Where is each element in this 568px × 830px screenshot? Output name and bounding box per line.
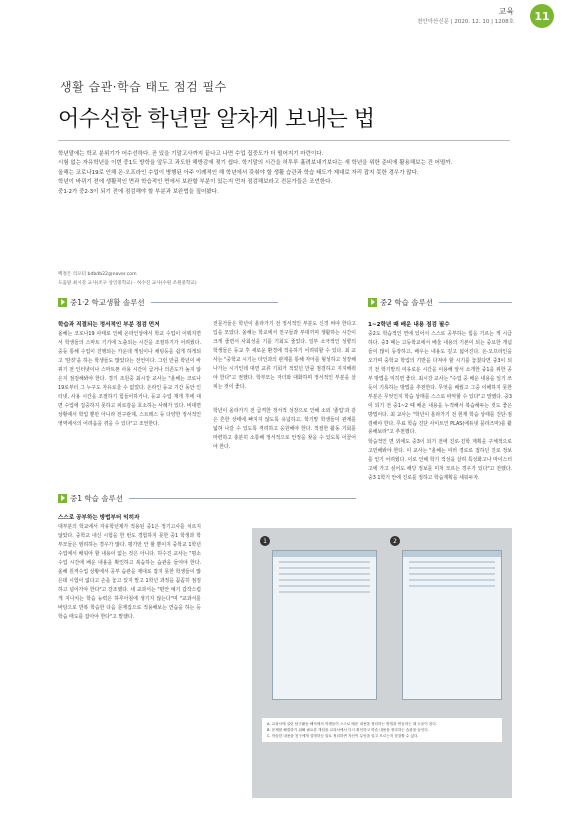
lead-line: 학년말에는 학교 분위기가 어수선하다. 곧 있을 기말고사까지 끝나고 나면 수업 집중도가 더 떨어지기 마련이다. — [58, 151, 324, 157]
section-rule — [151, 302, 278, 303]
section-title: 중1 학습 솔루션 — [70, 493, 124, 503]
column-grade2-b — [368, 438, 512, 526]
body-text: 전문가들은 학년이 올라가기 전 정서적인 부분도 신경 써야 한다고 입을 모았다. 올해는 학교에서 친구들과 부대끼며 생활하는 시간이 크게 줄면서 사회성을 기를 기회도 줄었다. 일부 소극적인 성향의 학생들은 등교 후 새로운 환경에 적응하기 어려워할 수 있다. 최 교사는 "중학교 시기는 타인과의 관계를 통해 자아를 형성하고 성장해나가는 시기인데 대면 교류 기회가 적었던 만큼 점검하고 지지해줘야 한다"고 권했다. 학부모는 자녀와 대화하며 정서적인 부분을 살피는 것이 좋다. — [213, 321, 356, 390]
article-lead — [58, 150, 513, 197]
figure-caption — [262, 718, 502, 742]
section-name: 교육 — [498, 7, 514, 16]
page-number-badge: 11 — [530, 4, 554, 28]
chevron-right-icon — [58, 494, 67, 503]
lead-line: 시험 없는 자유학년을 이번 중1도 방학을 앞두고 과도한 해방감에 젖기 쉽다. 학기말의 시간을 허투루 흘려보내기보다는 새 학년을 위한 준비에 활용해보는 건 어떨까. — [58, 160, 453, 167]
section-header-grade1 — [58, 492, 356, 504]
body-text: 학습적인 면 외에도 중3이 되기 전에 진로·진학 계획을 구체적으로 고민해봐야 한다. 이 교사는 "올해는 여러 경로로 접하던 진로 정보를 얻기 어려웠다. 이로 인해 학기 적성을 살려 특성화고나 마이스터고에 가고 싶어도 해당 정보를 미처 모르는 경우가 있다"고 전했다. 중3 1학기 안에 진로를 정하고 학습계획을 세워두자. — [368, 439, 512, 481]
lead-line: 올해는 코로나19로 인해 온·오프라인 수업이 병행된 아주 이례적인 해 학년에서 갖춰야 할 생활 습관과 학습 태도가 제대로 자리 잡지 못한 경우가 많다. — [58, 169, 419, 176]
figure-marker: 2 — [390, 536, 400, 546]
subheading: 학습과 직결되는 정서적인 부분 점검 먼저 — [58, 322, 160, 328]
page-header — [0, 0, 568, 30]
chevron-right-icon — [368, 298, 377, 307]
chevron-right-icon — [58, 298, 67, 307]
expert-credit: 도움말 최시강 교사(조구 상인중학교) · 허수진 교사(수원 조원중학교) — [58, 281, 197, 286]
article-kicker: 생활 습관·학습 태도 점검 필수 — [60, 80, 227, 94]
subheading: 스스로 공부하는 방법부터 익히자 — [58, 515, 140, 521]
section-rule — [129, 498, 356, 499]
column-school-life-1 — [58, 320, 201, 500]
body-text: 대부분의 학교에서 자유학년제가 적용된 중1은 정기고사를 치르지 않았다. 중학교 내신 시험을 한 번도 경험하지 못한 중1 학생과 학부모들은 염려하는 경우가 많다. 평가만 안 할 뿐이지 중학교 1학년 수업에서 배워야 할 내용이 없는 것은 아니다. 허수진 교사는 "평소 수업 시간에 배운 내용을 확인하고 복습하는 습관을 들여야 한다. 올해 원격수업 상황에서 공부 습관을 제대로 잡지 못한 학생들이 많은데 시험이 없다고 손을 놓고 있지 말고 1학년 과정을 꼼꼼히 점검하고 넘어가야 한다"고 강조했다. 새 교과서는 "편안 예기 갑작스럽게 지나치는 학습 능력은 하루아침에 생기지 않는다"며 "교과서를 바탕으로 반복 학습한 다음 문제집으로 적용해보는 연습을 하는 등 학습 태도를 잡아야 한다"고 말했다. — [58, 524, 201, 620]
textbook-screenshot — [272, 550, 377, 700]
article-headline: 어수선한 학년말 알차게 보내는 법 — [58, 107, 375, 132]
caption-line: C. 학습한 내용을 친구에게 설명하듯 말로 정리하면 자신이 무엇을 알고 모르는지 점검할 수 있다. — [267, 734, 419, 738]
section-header-school-life — [58, 296, 278, 308]
byline: 백정은 리포터 bdbdb22@naver.com — [58, 272, 137, 277]
title-divider — [58, 140, 510, 141]
issue-info: 천안아산신문 | 2020. 12. 10 | 1208호 — [417, 19, 514, 25]
workbook-screenshot — [402, 550, 502, 700]
figure-panel — [252, 528, 512, 798]
section-header-grade2 — [368, 296, 512, 308]
column-grade1-1 — [58, 513, 201, 823]
lead-line: 학년이 바뀌기 전에 생활적인 면과 학습적인 면에서 보완할 부분이 있는지 먼저 점검해보라고 전문가들은 조언한다. — [58, 179, 333, 186]
section-title: 중1·2 학교생활 솔루션 — [70, 297, 145, 307]
caption-line: B. 문제를 해결하기 위해 필요한 개념을 교과서에서 다시 확인하고 학습 내용을 정리하는 습관을 들인다. — [267, 728, 429, 732]
body-text: 올해는 코로나19 사태로 인해 온라인상에서 학교 수업이 이뤄지면서 학생들의 스마트 기기에 노출되는 시간을 조절하기가 어려웠다. 중등 통해 수업이 진행되는 가운데 게임이나 채팅등을 쉽게 하게되고 '딴짓'을 하는 학생들도 많았다는 전언이다. 그런 만큼 학년이 바뀌기 전 인터넷이나 스마트폰 사용 시간이 급거나 의존도가 높지 않은지 점검해봐야 한다. 경기 조원중 최시강 교사는 "올해는 코로나19로부터 그 누구도 자유로울 수 없었다. 온라인 등교 기간 동안 인터넷, 사용 시간을 조절하기 힘들어하거나, 등교 수업 재개 후에 대면 수업에 집중하지 못하고 피로감을 호소하는 사례가 있다. 비대면 상황에서 학업 뿐만 아니라 친구관계, 스트레스 등 다양한 정서적인 영역에서의 어려움을 겪을 수 있다"고 조언한다. — [58, 331, 201, 427]
caption-line: A. 교과서에 실린 탐구활동 해석에서 학생들이 스스로 배운 내용을 정리하는 방법을 연습하는 데 도움이 된다. — [267, 722, 437, 726]
body-text: 중2도 학습적인 면에 있어서 스스로 공부하는 힘을 기르는 게 시급하다. 중3 때는 고등학교에서 배울 내용의 기본이 되는 중요한 개념들이 많이 등장하고, 배우는 내용도 깊고 넓어진다. 온·오프라인을 오가며 중학교 학업의 기반을 다져야 할 시기를 놓쳤다면 중3이 되기 전 학기말의 여유로운 시간을 이용해 앞서 소개한 중1을 위한 공부 방법을 익히면 좋다. 최시강 교사는 "수업 중 배운 내용을 일기 쓰듯이 기록하는 방법을 추천한다. 무엇을 배웠고 그중 이해하지 못한 부분은 무엇인지 학습 상태를 스스로 파악할 수 있다"고 말했다. 중3이 되기 전 중1~2 때 배운 내용을 누적해서 복습해두는 것도 좋은 방법이다. 최 교사는 "학년이 올라가기 전 현재 학습 상태를 진단·점검해야 한다. 무료 학습 진단 사이트인 PLAS(에듀넷 플라즈마)를 활용해보라"고 추천했다. — [368, 331, 512, 436]
section-rule — [439, 302, 512, 303]
section-title: 중2 학습 솔루션 — [380, 297, 434, 307]
subheading: 1~2학년 때 배운 내용 점검 필수 — [368, 322, 450, 328]
body-text: 학년이 올라가기 전 급격한 정서적 성장으로 인해 소외 '졸업'과 같은 흔한 상태에 빠지지 않도록 유념하고, 학기말 학생들이 관계를 넓혀 나갈 수 있도록 격려하고 응원해야 한다. 적절한 활동 기회를 마련하고 충분히 소통해 정서적으로 안정을 찾을 수 있도록 이끌어야 한다. — [213, 408, 356, 450]
lead-line: 중1·2가 중2·3이 되기 전에 점검해야 할 부분과 보완법을 짚어봤다. — [58, 188, 219, 195]
column-school-life-2 — [213, 320, 356, 487]
figure-marker: 1 — [260, 536, 270, 546]
